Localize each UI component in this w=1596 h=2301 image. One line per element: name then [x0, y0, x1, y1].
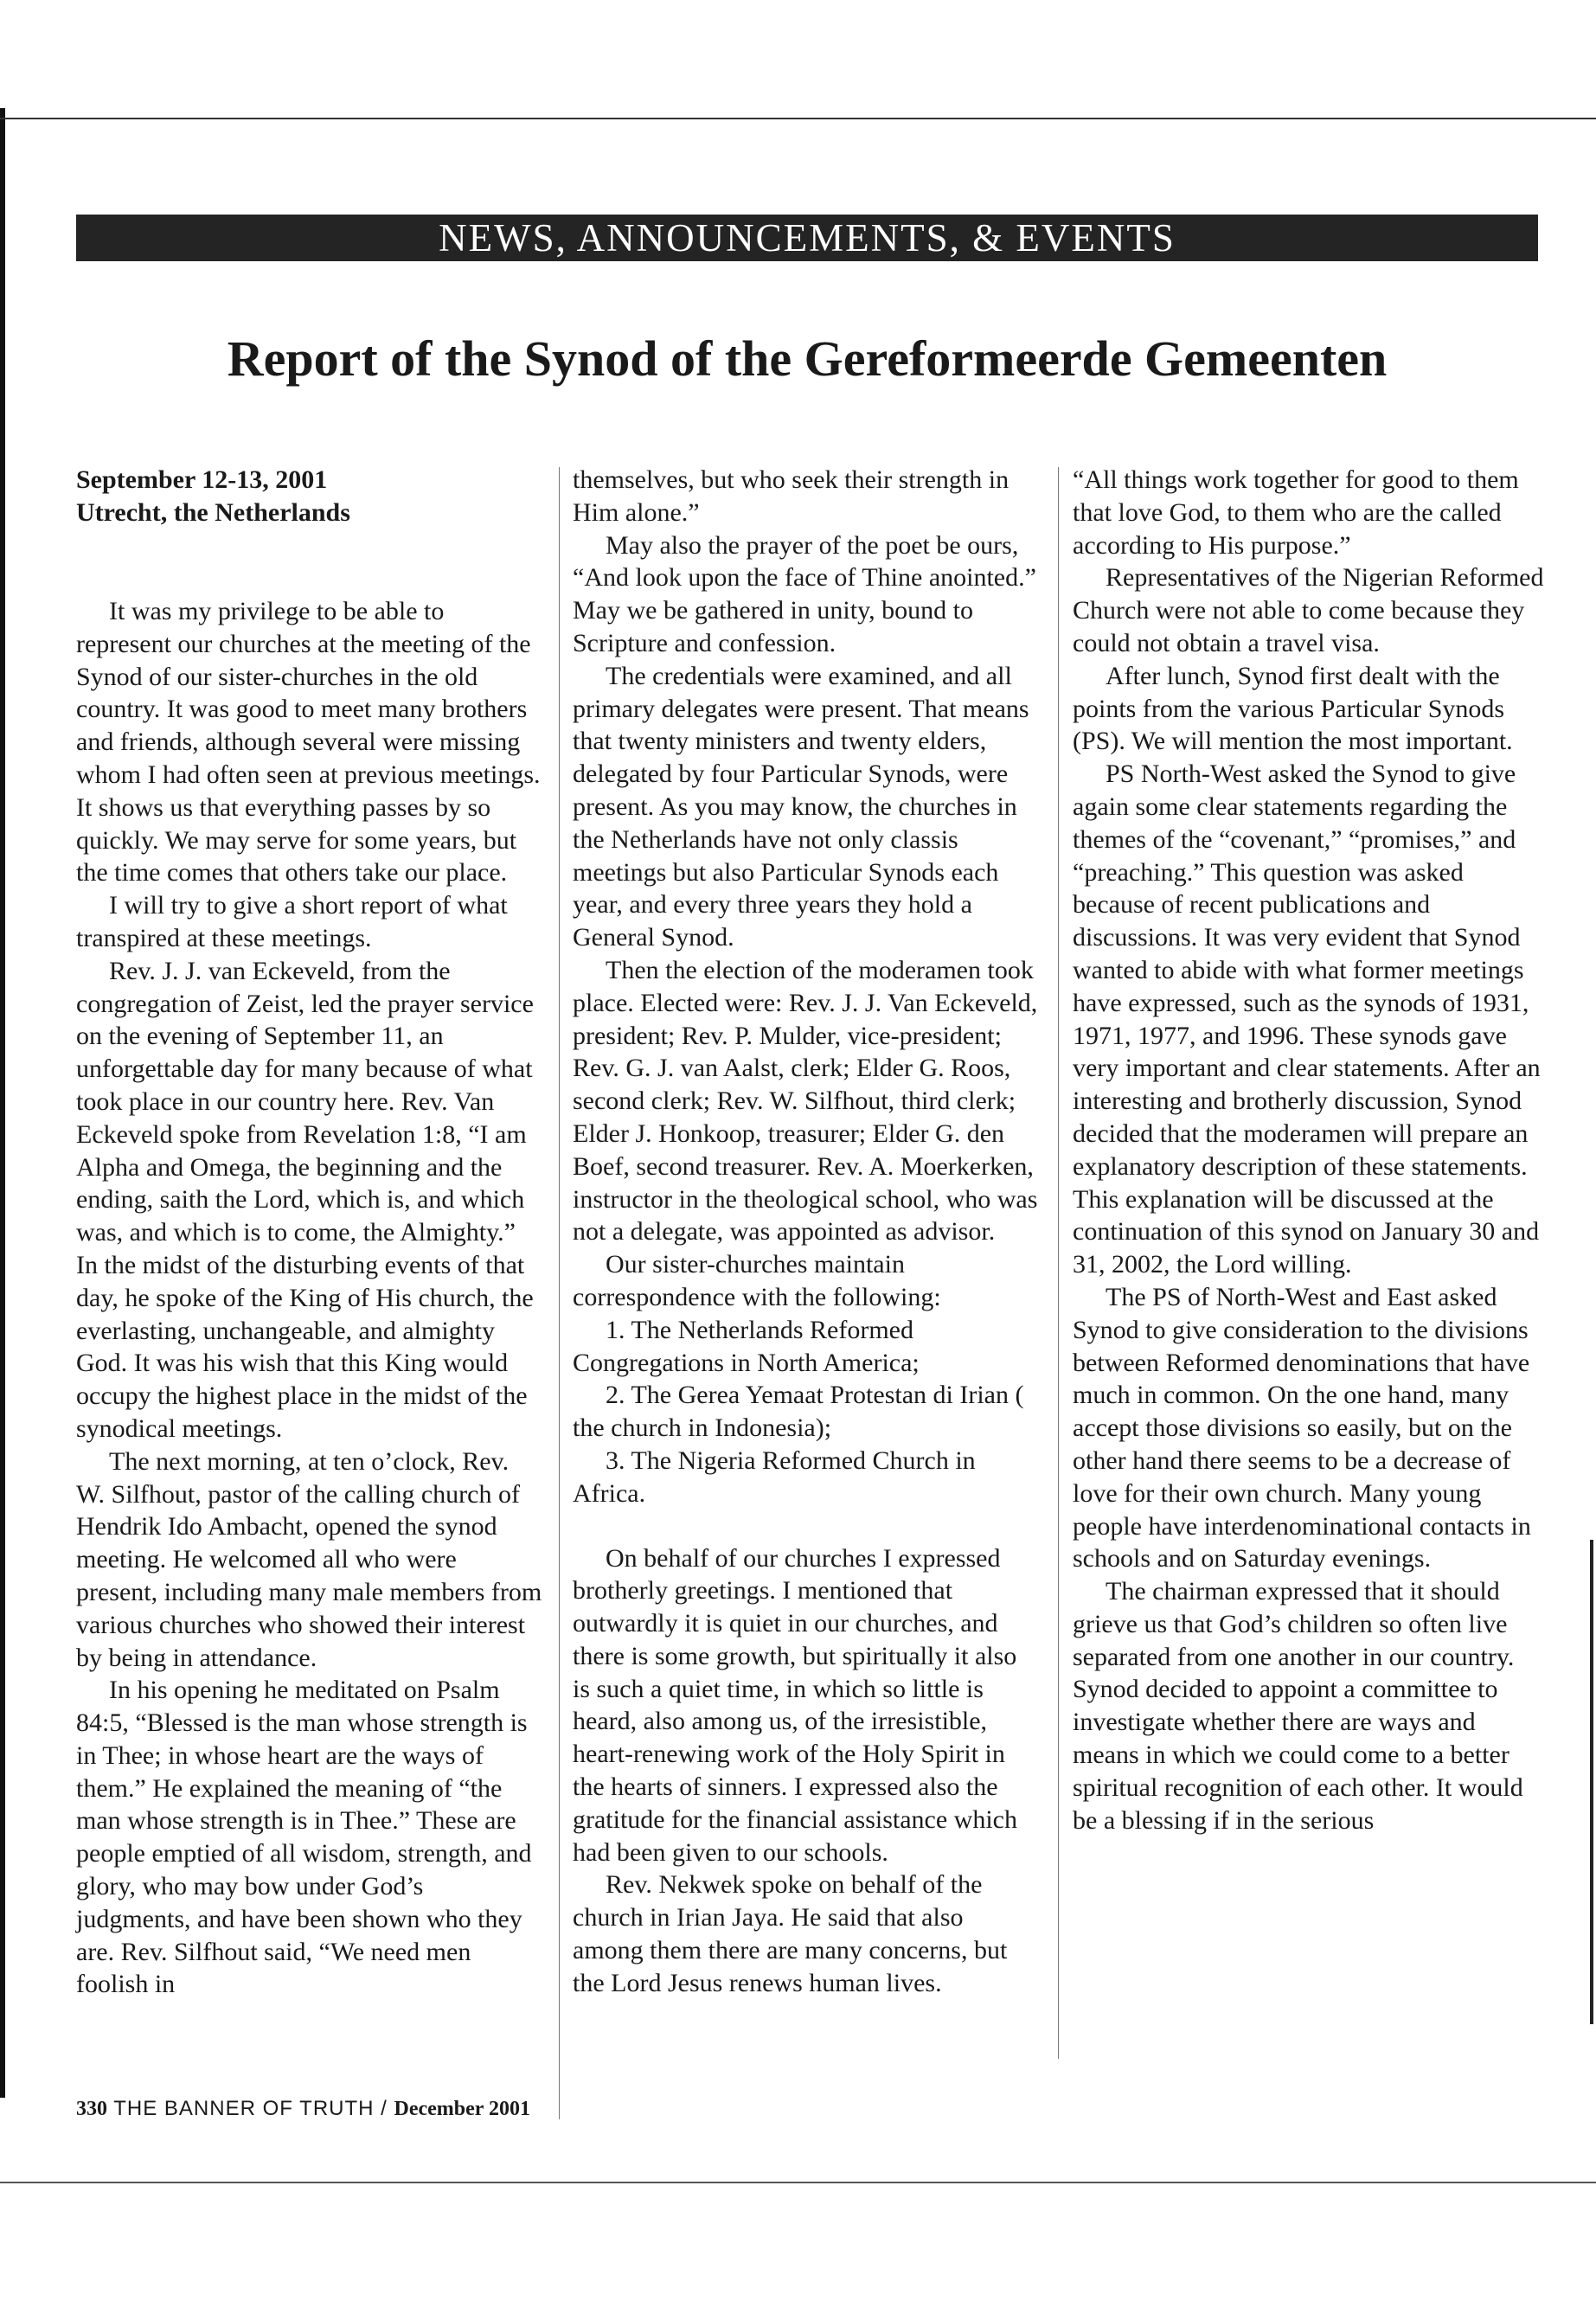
bottom-rule	[0, 2182, 1596, 2183]
paragraph: In his opening he meditated on Psalm 84:5, “Blessed is the man whose strength is in Thee; in whose heart are the ways of them.” He explained the meaning of “the man whose strength is in Thee.” These are people emptied of all wisdom, strength, and glory, who may bow under God’s judgments, and have been shown who they are. Rev. Silfhout said, “We need men foolish in	[76, 1676, 532, 1999]
column-1	[76, 464, 543, 2001]
paragraph: PS North-West asked the Synod to give again some clear statements regarding the themes of the “covenant,” “promises,” and “preaching.” This question was asked because of recent publications and discussions. It was very evident that Synod wanted to abide with what former meetings have expressed, such as the synods of 1931, 1971, 1977, and 1996. These synods gave very important and clear statements. After an interesting and brotherly discussion, Synod decided that the moderamen will prepare an explanatory description of these statements. This explanation will be discussed at the continuation of this synod on January 30 and 31, 2002, the Lord willing.	[1073, 760, 1541, 1279]
paragraph: The next morning, at ten o’clock, Rev. W. Silfhout, pastor of the calling church of Hendrik Ido Ambacht, opened the synod meeting. He welcomed all who were present, including many male members from various churches who showed their interest by being in attendance.	[76, 1446, 542, 1672]
paragraph: The credentials were examined, and all primary delegates were present. That means that twenty ministers and twenty elders, delegated by four Particular Synods, were present. As you may know, the churches in the Netherlands have not only classis meetings but also Particular Synods each year, and every three years they hold a General Synod.	[573, 661, 1029, 952]
dateline-place: Utrecht, the Netherlands	[76, 498, 350, 527]
paragraph: On behalf of our churches I expressed brotherly greetings. I mentioned that outwardly it is quiet in our churches, and there is some growth, but spiritually it also is such a quiet time, in which so little is heard, also among us, of the irresistible, heart-renewing work of the Holy Spirit in the hearts of sinners. I expressed also the gratitude for the financial assistance which had been given to our schools.	[573, 1543, 1017, 1867]
paragraph-continued: themselves, but who seek their strength in Him alone.”	[573, 465, 1010, 527]
paragraph: The chairman expressed that it should grieve us that God’s children so often live separated from one another in our country. Synod decided to appoint a committee to investigate whether there are ways and means in which we could come to a better spiritual recognition of each other. It would be a blessing if in the serious	[1073, 1577, 1523, 1835]
footer-separator: /	[381, 2097, 388, 2120]
paragraph: The PS of North-West and East asked Synod to give consideration to the divisions between Reformed denominations that have much in common. On the one hand, many accept those divisions so easily, but on the other hand there seems to be a decrease of love for their own church. Many young people have interdenominational contacts in schools and on Saturday evenings.	[1073, 1282, 1531, 1574]
paragraph: Rev. Nekwek spoke on behalf of the church in Irian Jaya. He said that also among them there are many concerns, but the Lord Jesus renews human lives.	[573, 1870, 1008, 1997]
column-divider	[559, 467, 560, 2119]
article-title: Report of the Synod of the Gereformeerde Gemeenten	[227, 330, 1388, 387]
scan-edge-right	[1590, 1540, 1593, 2024]
section-banner: NEWS, ANNOUNCEMENTS, & EVENTS	[76, 215, 1538, 261]
paragraph: Representatives of the Nigerian Reformed Church were not able to come because they could not obtain a travel visa.	[1073, 563, 1544, 657]
list-item: 2. The Gerea Yemaat Protestan di Irian ( the church in Indonesia);	[573, 1381, 1024, 1443]
quote-continued: “All things work together for good to them that love God, to them who are the called according to His purpose.”	[1073, 465, 1519, 560]
issue-date: December 2001	[394, 2098, 530, 2120]
paragraph: I will try to give a short report of what transpired at these meetings.	[76, 891, 508, 952]
paragraph: Then the election of the moderamen took place. Elected were: Rev. J. J. Van Eckeveld, president; Rev. P. Mulder, vice-president; Rev. G. J. van Aalst, clerk; Elder G. Roos, second clerk; Rev. W. Silfhout, third clerk; Elder J. Honkoop, treasurer; Elder G. den Boef, second treasurer. Rev. A. Moerkerken, instructor in the theological school, who was not a delegate, was appointed as advisor.	[573, 955, 1038, 1247]
dateline-date: September 12-13, 2001	[76, 465, 328, 494]
column-2	[573, 464, 1040, 2000]
paragraph: May also the prayer of the poet be ours, “And look upon the face of Thine anointed.” May we be gathered in unity, bound to Scripture and confession.	[573, 530, 1036, 657]
scan-edge-left	[0, 108, 5, 2098]
top-rule	[0, 118, 1596, 119]
paragraph: After lunch, Synod first dealt with the points from the various Particular Synods (PS). We will mention the most important.	[1073, 661, 1513, 756]
paragraph: Our sister-churches maintain correspondence with the following:	[573, 1250, 941, 1311]
column-3	[1073, 464, 1544, 1836]
column-divider	[1058, 467, 1059, 2059]
page-number: 330	[76, 2098, 107, 2120]
dateline	[76, 464, 543, 529]
publication-name: THE BANNER OF TRUTH	[113, 2097, 375, 2120]
page-footer	[76, 2096, 530, 2122]
paragraph: Rev. J. J. van Eckeveld, from the congregation of Zeist, led the prayer service on the evening of September 11, an unforgettable day for many because of what took place in our country here. Rev. Van Eckeveld spoke from Revelation 1:8, “I am Alpha and Omega, the beginning and the ending, saith the Lord, which is, and which was, and which is to come, the Almighty.” In the midst of the disturbing events of that day, he spoke of the King of His church, the everlasting, unchangeable, and almighty God. It was his wish that this King would occupy the highest place in the midst of the synodical meetings.	[76, 956, 534, 1443]
list-item: 1. The Netherlands Reformed Congregations in North America;	[573, 1315, 920, 1377]
list-item: 3. The Nigeria Reformed Church in Africa.	[573, 1445, 976, 1508]
paragraph: It was my privilege to be able to represent our churches at the meeting of the Synod of our sister-churches in the old country. It was good to meet many brothers and friends, although several were missing whom I had often seen at previous meetings. It shows us that everything passes by so quickly. We may serve for some years, but the time comes that others take our place.	[76, 597, 541, 888]
